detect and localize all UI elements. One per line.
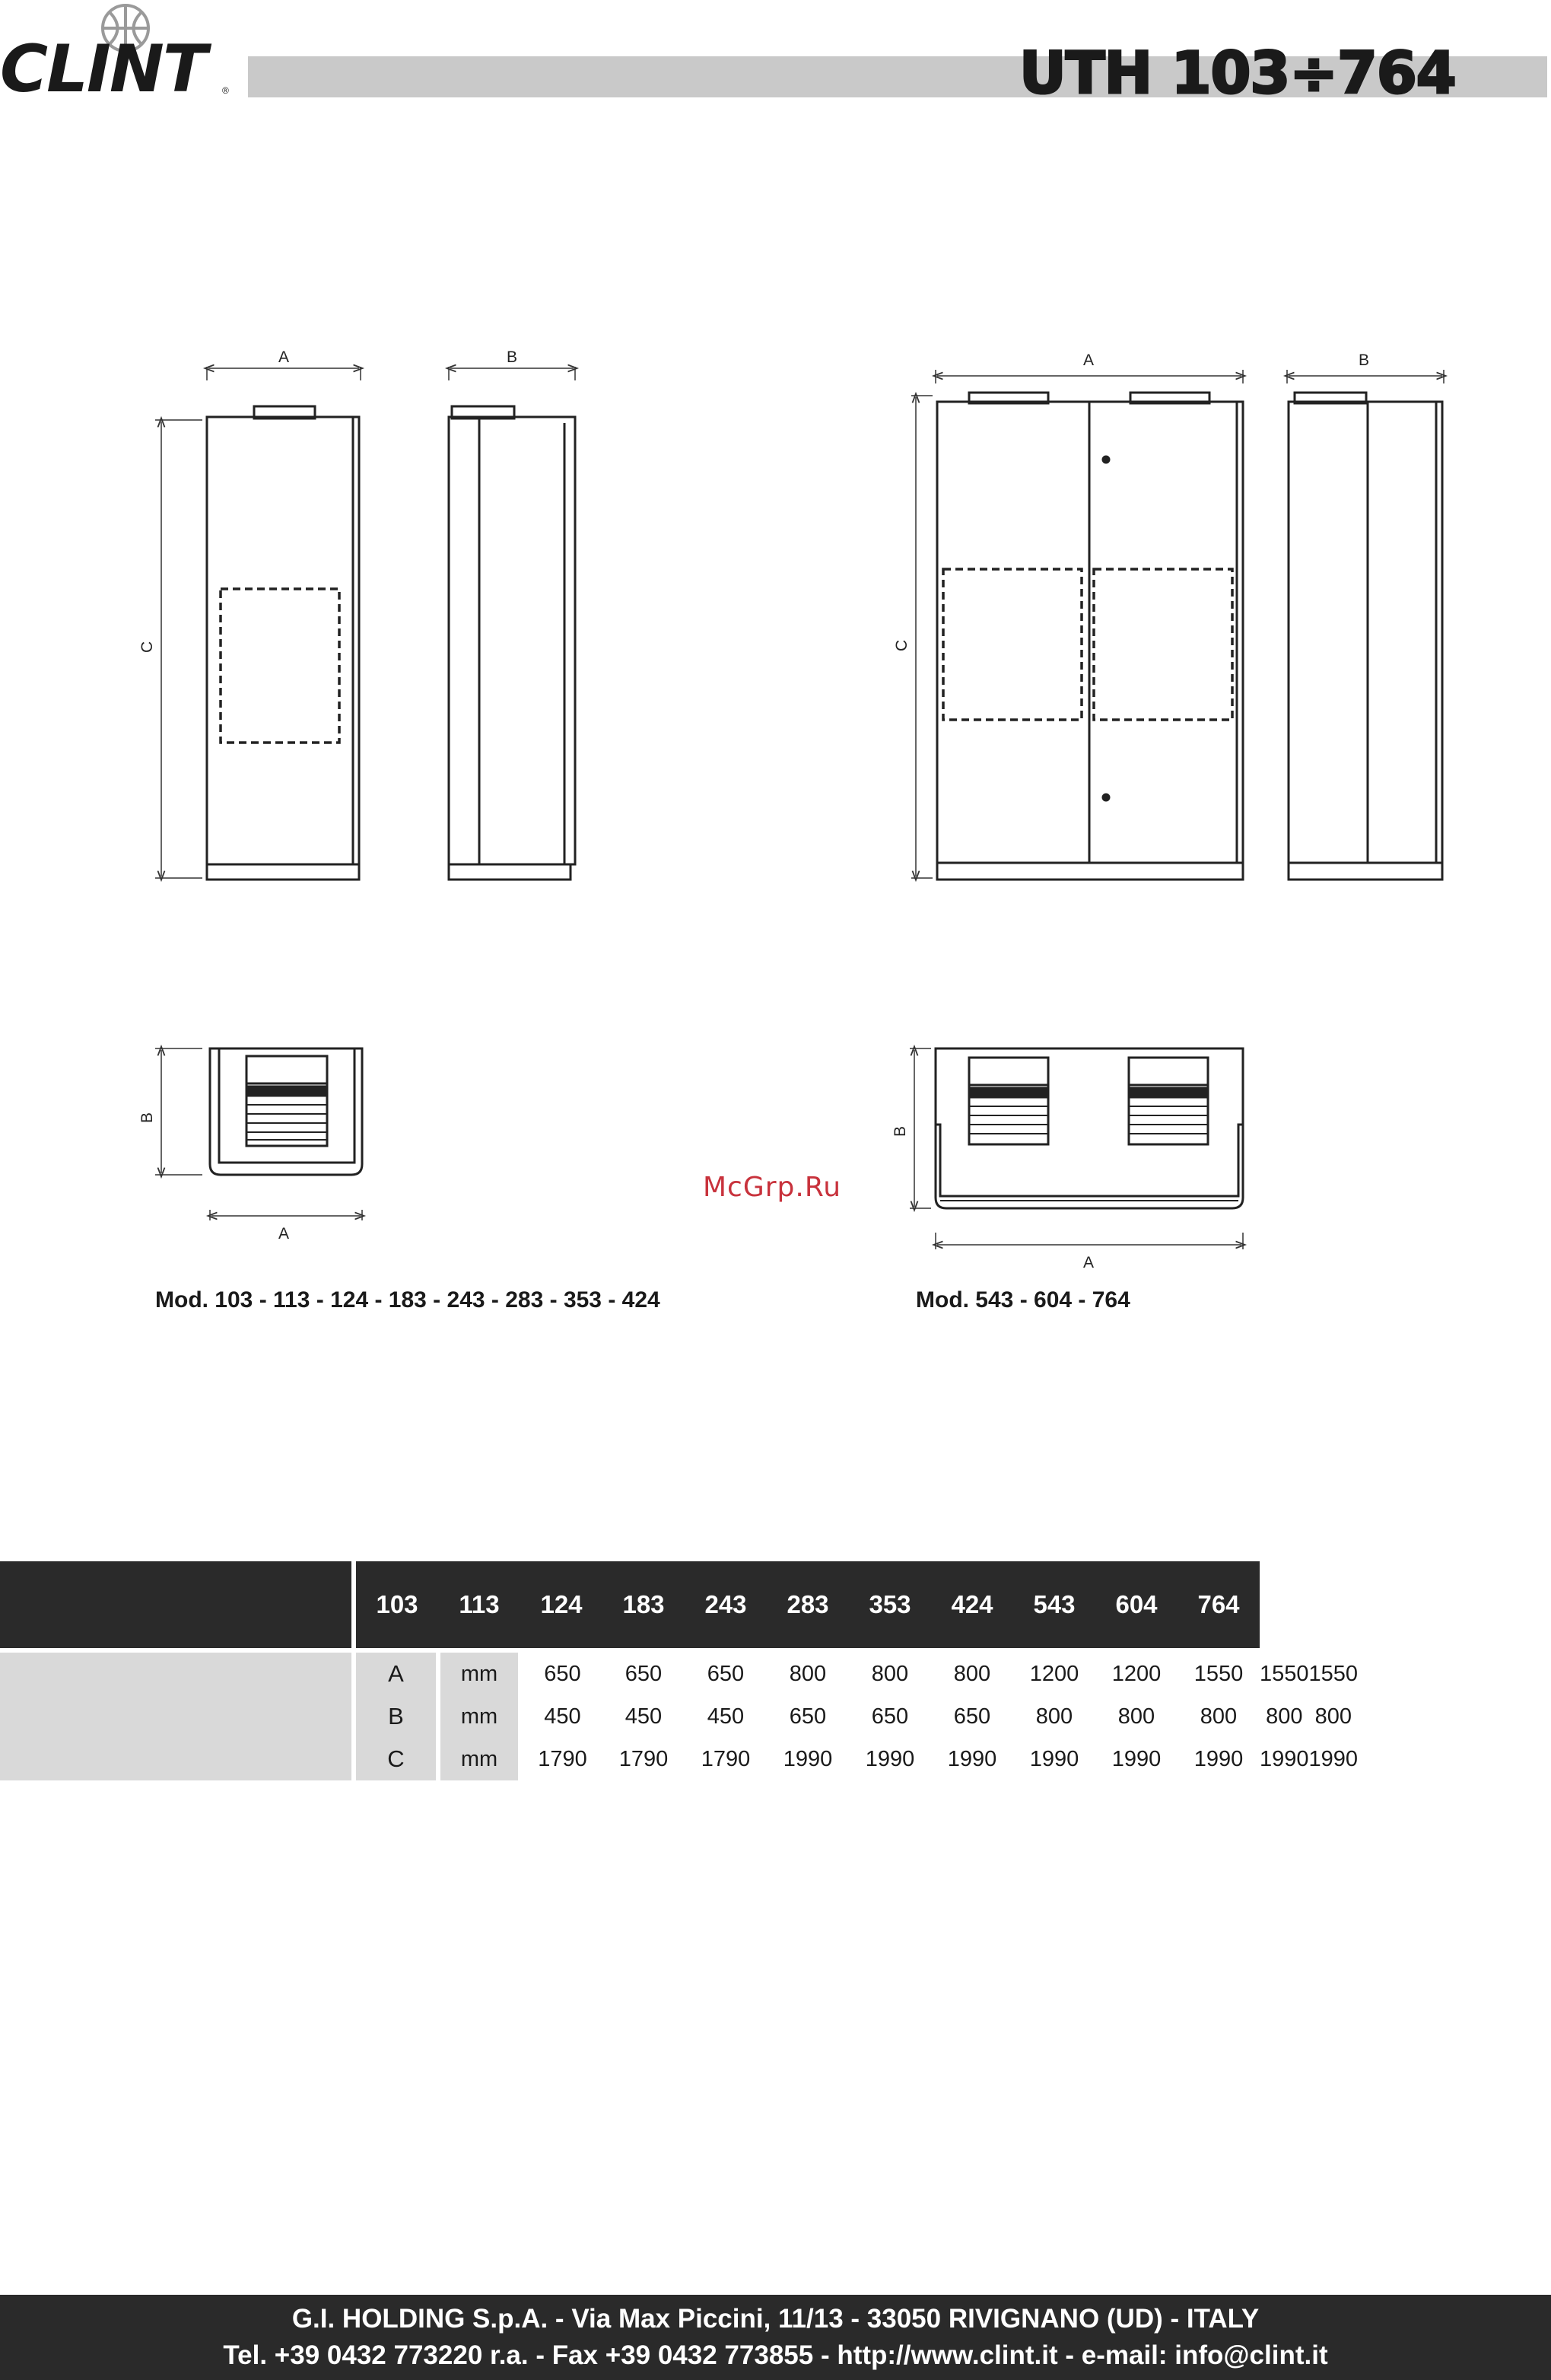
table-cell: 800 (1035, 1704, 1073, 1729)
table-cell: 800 (1266, 1704, 1303, 1729)
table-cell: 650 (953, 1704, 991, 1729)
table-row-unit: mm (438, 1650, 520, 1695)
dim-label-c: C (893, 639, 911, 651)
table-cell: 1550 (1309, 1650, 1359, 1695)
table-cell: 800 (931, 1650, 1013, 1695)
table-cell: 450 (625, 1704, 663, 1729)
table-cell: 650 (789, 1704, 827, 1729)
table-header-model: 103 (354, 1561, 438, 1650)
footer-address: G.I. HOLDING S.p.A. - Via Max Piccini, 11/13 - 33050 RIVIGNANO (UD) - ITALY (291, 2304, 1260, 2334)
table-row (0, 1650, 1358, 1695)
table-header-model: 424 (931, 1561, 1013, 1650)
table-cell: 800 (767, 1650, 849, 1695)
table-header-model: 124 (520, 1561, 602, 1650)
dim-label-a: A (278, 1225, 290, 1242)
footer (0, 2295, 1551, 2380)
dim-label-b: B (507, 348, 518, 366)
table-cell: 1990 (947, 1746, 997, 1771)
table-cell: 1790 (618, 1746, 669, 1771)
table-row (0, 1695, 1358, 1738)
table-row-head (0, 1650, 354, 1695)
large-unit-side-view (1289, 393, 1442, 880)
table-cell: 450 (707, 1704, 745, 1729)
brand-logo: CLINT (0, 31, 206, 107)
table-cell: 1990 (1308, 1746, 1359, 1771)
table-cell: 1990 (1260, 1746, 1309, 1771)
table-header-model: 243 (685, 1561, 767, 1650)
table-cell: 800 (1117, 1704, 1155, 1729)
table-header-model: 283 (767, 1561, 849, 1650)
small-unit-side-view (449, 406, 575, 880)
table-row (0, 1738, 1358, 1780)
table-cell: 1990 (1111, 1746, 1162, 1771)
table-cell: 1990 (865, 1746, 915, 1771)
table-row-unit: mm (438, 1738, 520, 1780)
table-row-unit: mm (438, 1695, 520, 1738)
table-cell: 1990 (783, 1746, 833, 1771)
caption-small-models: Mod. 103 - 113 - 124 - 183 - 243 - 283 - 353 - 424 (155, 1287, 660, 1312)
table-cell: 450 (544, 1704, 581, 1729)
dim-label-a: A (1083, 352, 1095, 369)
table-cell: 650 (871, 1704, 909, 1729)
table-header-model: 543 (1013, 1561, 1095, 1650)
table-cell: 1550 (1178, 1650, 1260, 1695)
large-unit-top-view (936, 1048, 1243, 1208)
table-cell: 1990 (1193, 1746, 1244, 1771)
table-row-head (0, 1738, 354, 1780)
table-cell: 1550 (1260, 1650, 1309, 1695)
small-unit-front-view (207, 406, 359, 880)
table-cell: 1200 (1095, 1650, 1178, 1695)
table-header-row (0, 1561, 1358, 1650)
table-cell: 1790 (701, 1746, 751, 1771)
table-row-label: A (354, 1650, 438, 1695)
table-header-model: 764 (1178, 1561, 1260, 1650)
large-unit-front-view (937, 393, 1243, 880)
dim-label-c: C (138, 641, 156, 653)
caption-large-models: Mod. 543 - 604 - 764 (916, 1287, 1130, 1312)
table-header-model: 353 (849, 1561, 931, 1650)
dim-label-a: A (278, 348, 290, 366)
footer-contacts: Tel. +39 0432 773220 r.a. - Fax +39 0432 773855 - http://www.clint.it - e-mail: info@clint.it (223, 2340, 1328, 2370)
table-header-model: 113 (438, 1561, 520, 1650)
dim-label-b: B (892, 1125, 909, 1137)
registered-mark: ® (222, 85, 229, 96)
table-cell: 1790 (538, 1746, 587, 1771)
dim-label-a: A (1083, 1254, 1095, 1271)
table-row-head (0, 1695, 354, 1738)
small-unit-top-view (210, 1048, 362, 1175)
dim-label-b: B (138, 1112, 156, 1123)
table-cell: 1200 (1013, 1650, 1095, 1695)
model-range-title: UTH 103÷764 (1019, 39, 1456, 107)
table-cell: 1990 (1029, 1746, 1079, 1771)
table-cell: 650 (602, 1650, 685, 1695)
dim-label-b: B (1359, 352, 1370, 369)
table-cell: 800 (1314, 1704, 1352, 1729)
table-cell: 650 (520, 1650, 602, 1695)
table-cell: 800 (1200, 1704, 1238, 1729)
table-cell: 800 (849, 1650, 931, 1695)
table-header-model: 183 (602, 1561, 685, 1650)
table-row-label: C (354, 1738, 438, 1780)
table-cell: 650 (685, 1650, 767, 1695)
table-header-model: 604 (1095, 1561, 1178, 1650)
table-header-blank (0, 1561, 354, 1650)
dimensions-table (0, 1561, 1358, 1780)
table-row-label: B (354, 1695, 438, 1738)
watermark: McGrp.Ru (703, 1172, 842, 1203)
